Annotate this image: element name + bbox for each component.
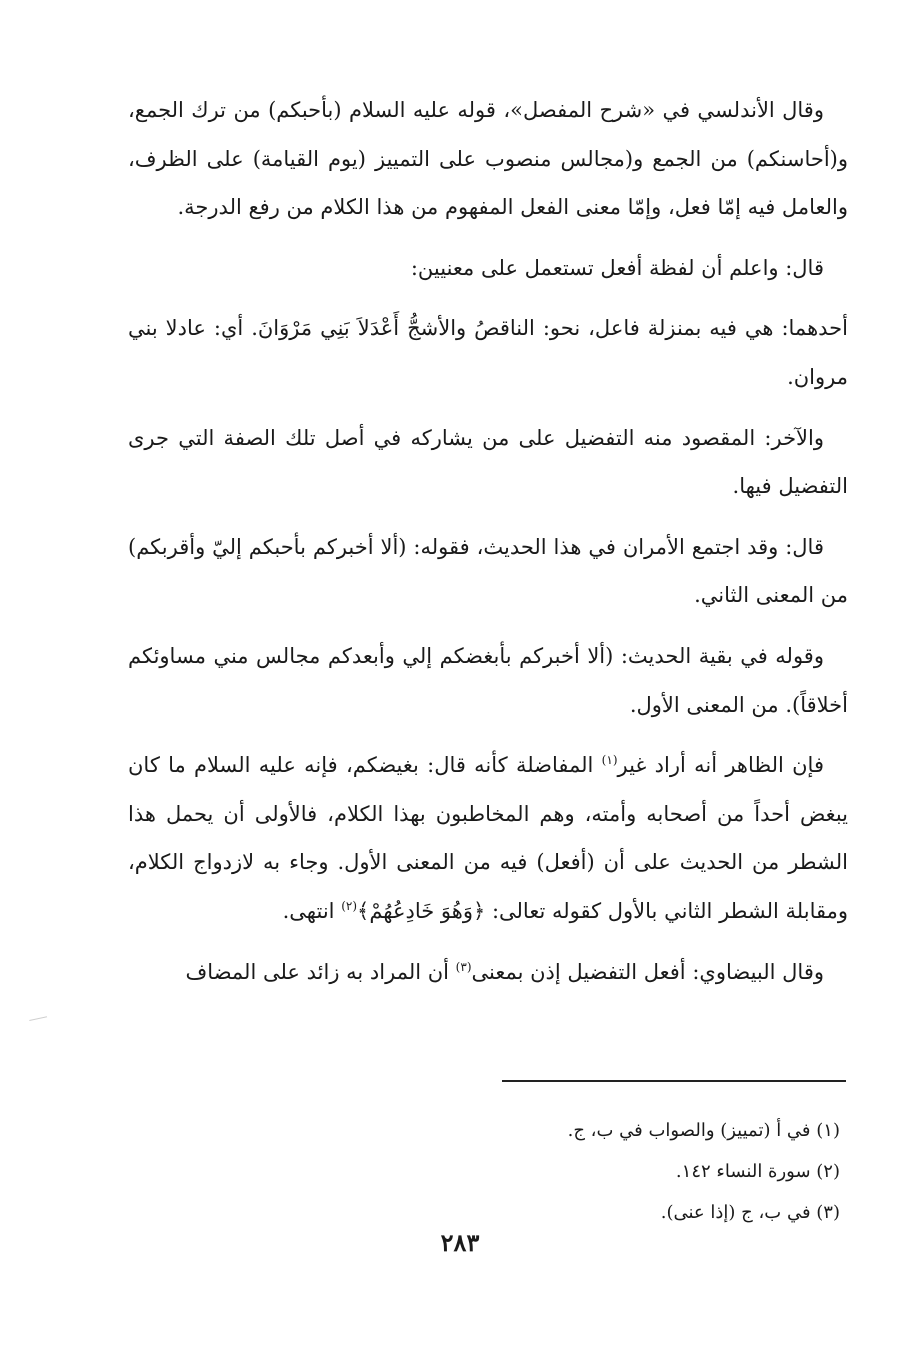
footnote: (٣) في ب، ج (إذا عنى).	[660, 1202, 840, 1223]
margin-mark	[29, 1016, 48, 1029]
paragraph-text: انتهى.	[282, 898, 342, 923]
paragraph: وقوله في بقية الحديث: (ألا أخبركم بأبغضكم إلي وأبعدكم مجالس مني مساوئكم أخلاقاً). من المعنى الأول.	[128, 643, 848, 717]
footnotes	[128, 1110, 840, 1233]
paragraph: والآخر: المقصود منه التفضيل على من يشاركه في أصل تلك الصفة التي جرى التفضيل فيها.	[128, 425, 848, 499]
page-number: ٢٨٣	[440, 1228, 480, 1257]
footnote-divider	[502, 1080, 846, 1082]
main-text	[128, 86, 848, 1008]
paragraph	[128, 741, 848, 935]
paragraph	[128, 948, 848, 997]
footnote: (٢) سورة النساء ١٤٢.	[675, 1161, 840, 1182]
paragraph: قال: واعلم أن لفظة أفعل تستعمل على معنيين:	[410, 255, 824, 280]
paragraph: قال: وقد اجتمع الأمران في هذا الحديث، فقوله: (ألا أخبركم بأحبكم إليّ وأقربكم) من المعنى الثاني.	[128, 534, 848, 608]
footnote-reference: (٢)	[341, 898, 358, 913]
footnote: (١) في أ (تمييز) والصواب في ب، ج.	[567, 1120, 840, 1141]
footnote-reference: (١)	[601, 753, 618, 768]
paragraph: أحدهما: هي فيه بمنزلة فاعل، نحو: الناقصُ والأشجُّ أَعْدَلاَ بَنِي مَرْوَانَ. أي: عادلا بني مروان.	[128, 316, 848, 389]
paragraph-text: وقال البيضاوي: أفعل التفضيل إذن بمعنى	[471, 959, 824, 984]
paragraph: وقال الأندلسي في «شرح المفصل»، قوله عليه السلام (بأحبكم) من ترك الجمع، و(أحاسنكم) من الجمع و(مجالس منصوب على التمييز (يوم القيامة) على الظرف، والعامل فيه إمّا فعل، وإمّا معنى الفعل المفهوم من هذا الكلام من رفع الدرجة.	[128, 98, 848, 220]
paragraph-text: فإن الظاهر أنه أراد غير	[617, 753, 824, 778]
paragraph-text: أن المراد به زائد على المضاف	[185, 959, 456, 984]
paragraph-text: المفاضلة كأنه قال: بغيضكم، فإنه عليه السلام ما كان يبغض أحداً من أصحابه وأمته، وهم المخاطبون بهذا الكلام، فالأولى أن يحمل هذا الشطر من الحديث على أن (أفعل) فيه من المعنى الأول. وجاء به لازدواج الكلام، ومقابلة الشطر الثاني بالأول كقوله تعالى: ﴿وَهُوَ خَادِعُهُمْ﴾	[128, 753, 848, 923]
footnote-reference: (٣)	[455, 959, 472, 974]
